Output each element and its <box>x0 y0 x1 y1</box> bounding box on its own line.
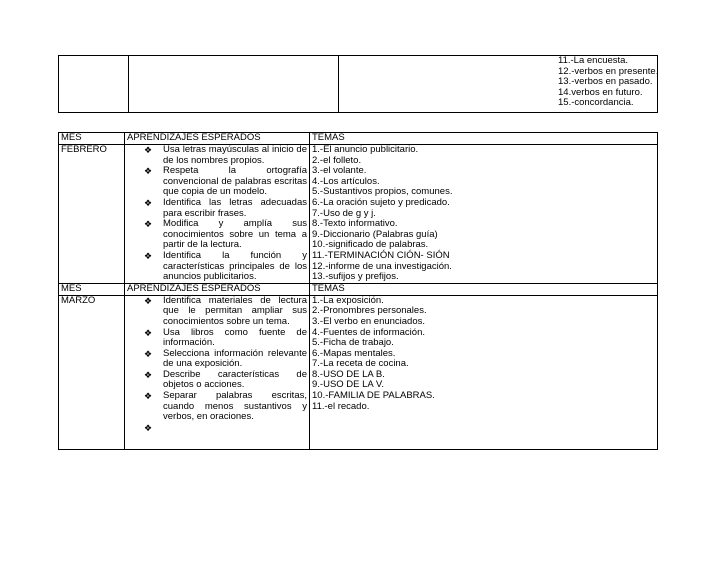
tema-item: 11.-el recado. <box>312 400 370 412</box>
list-item: ❖ Identifica materiales de lectura que le permitan ampliar sus conocimientos sobre un tema. <box>141 296 307 328</box>
list-item: ❖ Usa letras mayúsculas al inicio de de los nombres propios. <box>141 145 307 166</box>
temas-cell <box>310 145 658 284</box>
header-row <box>59 283 658 295</box>
aprendizajes-list <box>127 145 307 283</box>
header-aprendizajes: APRENDIZAJES ESPERADOS <box>125 133 310 145</box>
tema-item: 8.-Texto informativo. <box>312 218 398 230</box>
list-item: ❖ Respeta la ortografía convencional de palabras escritas que copia de un modelo. <box>141 166 307 198</box>
tema-item: 12.-informe de una investigación. <box>312 260 452 272</box>
top-temas-list <box>554 55 659 109</box>
tema-item: 4.-Fuentes de información. <box>312 326 426 338</box>
header-mes: MES <box>59 133 125 145</box>
tema-item: 11.-La encuesta. <box>558 55 629 66</box>
tema-item: 13.-verbos en pasado. <box>558 76 653 88</box>
list-item: ❖ Identifica la función y características principales de los anuncios publicitarios. <box>141 251 307 283</box>
list-item: ❖ Usa libros como fuente de información. <box>141 328 307 349</box>
tema-item: 5.-Sustantivos propios, comunes. <box>312 186 453 198</box>
diamond-bullet-icon: ❖ <box>143 197 153 208</box>
tema-item: 10.-significado de palabras. <box>312 239 429 251</box>
tema-item: 4.-Los artículos. <box>312 175 380 187</box>
header-mes: MES <box>59 283 125 295</box>
diamond-bullet-icon: ❖ <box>143 348 153 359</box>
list-item: ❖ Separar palabras escritas, cuando menos sustantivos y verbos, en oraciones. <box>141 391 307 423</box>
month-cell: FEBRERO <box>59 145 125 284</box>
top-aprendizajes-cell <box>129 56 339 113</box>
tema-item: 14.verbos en futuro. <box>558 86 643 98</box>
table-row <box>59 145 658 284</box>
tema-item: 3.-El verbo en enunciados. <box>312 315 426 327</box>
diamond-bullet-icon: ❖ <box>143 166 153 177</box>
aprendizajes-cell <box>125 295 310 449</box>
tema-item: 12.-verbos en presente. <box>558 65 659 77</box>
top-table <box>58 55 658 113</box>
header-aprendizajes: APRENDIZAJES ESPERADOS <box>125 283 310 295</box>
tema-item: 7.-La receta de cocina. <box>312 358 409 370</box>
tema-item: 1.-El anuncio publicitario. <box>312 144 419 155</box>
table-row <box>59 295 658 449</box>
tema-item: 13.-sufijos y prefijos. <box>312 271 399 283</box>
aprendizajes-cell <box>125 145 310 284</box>
tema-item: 9.-Diccionario (Palabras guía) <box>312 228 438 240</box>
tema-item: 6.-Mapas mentales. <box>312 347 396 359</box>
diamond-bullet-icon: ❖ <box>143 250 153 261</box>
tema-item: 10.-FAMILIA DE PALABRAS. <box>312 390 435 402</box>
diamond-bullet-icon: ❖ <box>143 295 153 306</box>
top-temas-cell <box>339 56 658 113</box>
header-temas: TEMAS <box>310 283 658 295</box>
tema-item: 9.-USO DE LA V. <box>312 379 384 391</box>
diamond-bullet-icon: ❖ <box>143 327 153 338</box>
tema-item: 2.-el folleto. <box>312 154 362 166</box>
diamond-bullet-icon: ❖ <box>143 391 153 402</box>
list-item: ❖ Modifica y amplía sus conocimientos sobre un tema a partir de la lectura. <box>141 219 307 251</box>
list-item: ❖ Identifica las letras adecuadas para escribir frases. <box>141 198 307 219</box>
header-temas: TEMAS <box>310 133 658 145</box>
list-item: ❖ Selecciona información relevante de una exposición. <box>141 349 307 370</box>
diamond-bullet-icon: ❖ <box>143 145 153 155</box>
tema-item: 1.-La exposición. <box>312 294 384 306</box>
month-cell: MARZO <box>59 295 125 449</box>
tema-item: 7.-Uso de g y j. <box>312 207 376 219</box>
aprendizajes-list <box>127 294 307 433</box>
diamond-bullet-icon: ❖ <box>143 219 153 230</box>
tema-item: 8.-USO DE LA B. <box>312 368 385 380</box>
tema-item: 3.-el volante. <box>312 165 367 177</box>
tema-item: 5.-Ficha de trabajo. <box>312 337 394 349</box>
tema-item: 6.-La oración sujeto y predicado. <box>312 196 450 208</box>
diamond-bullet-icon: ❖ <box>143 422 153 433</box>
header-row <box>59 133 658 145</box>
temas-cell <box>310 295 658 449</box>
top-month-cell <box>59 56 129 113</box>
tema-item: 15.-concordancia. <box>558 97 634 109</box>
tema-item: 11.-TERMINACIÓN CIÓN- SIÓN <box>312 249 450 261</box>
planning-table <box>58 132 658 450</box>
diamond-bullet-icon: ❖ <box>143 369 153 380</box>
list-item: ❖ Describe características de objetos o acciones. <box>141 370 307 391</box>
tema-item: 2.-Pronombres personales. <box>312 305 427 317</box>
